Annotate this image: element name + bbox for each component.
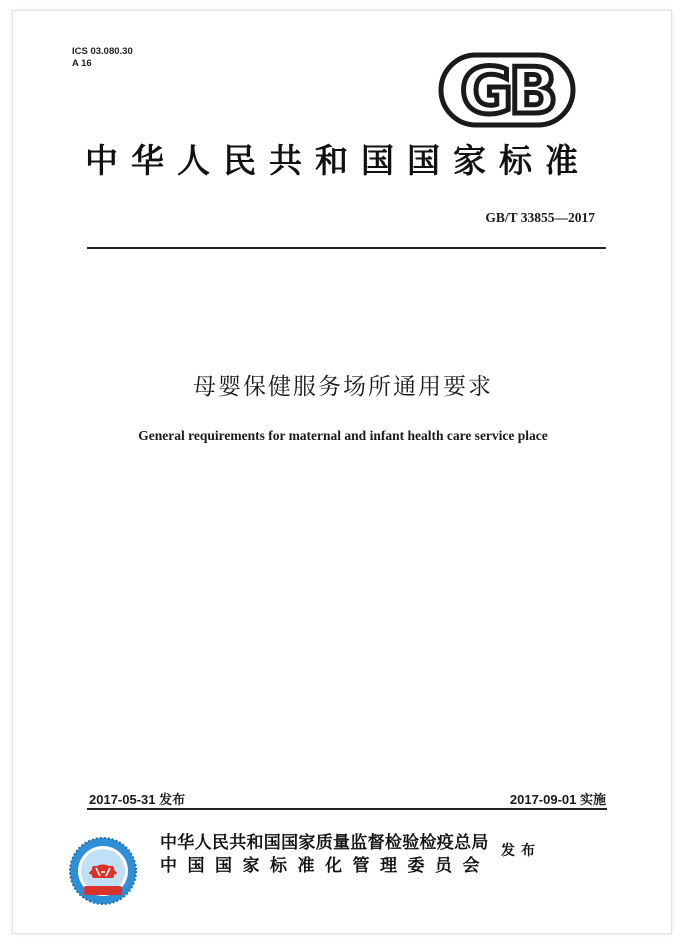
classification-codes [72,46,133,70]
ccs-code: A 16 [72,58,92,69]
ics-code: ICS 03.080.30 [72,46,133,57]
standard-number: GB/T 33855—2017 [485,210,595,225]
standard-title-english: General requirements for maternal and infant health care service place [138,428,548,443]
publish-label: 发布 [501,843,541,859]
gb-logo-icon [438,52,576,128]
header-divider [87,247,606,249]
china-standards-press-seal-icon [68,836,138,906]
implementation-date: 2017-09-01 实施 [509,792,606,807]
gb-logo-text: GB [460,55,554,128]
footer-divider [87,808,607,810]
national-standard-title: 中华人民共和国国家标准 [85,141,591,180]
issue-date: 2017-05-31 发布 [89,792,186,807]
issuer-aqsiq: 中华人民共和国国家质量监督检验检疫总局 [160,833,489,853]
standard-title-chinese: 母婴保健服务场所通用要求 [193,374,493,400]
issuer-sac: 中国国家标准化管理委员会 [160,856,490,876]
